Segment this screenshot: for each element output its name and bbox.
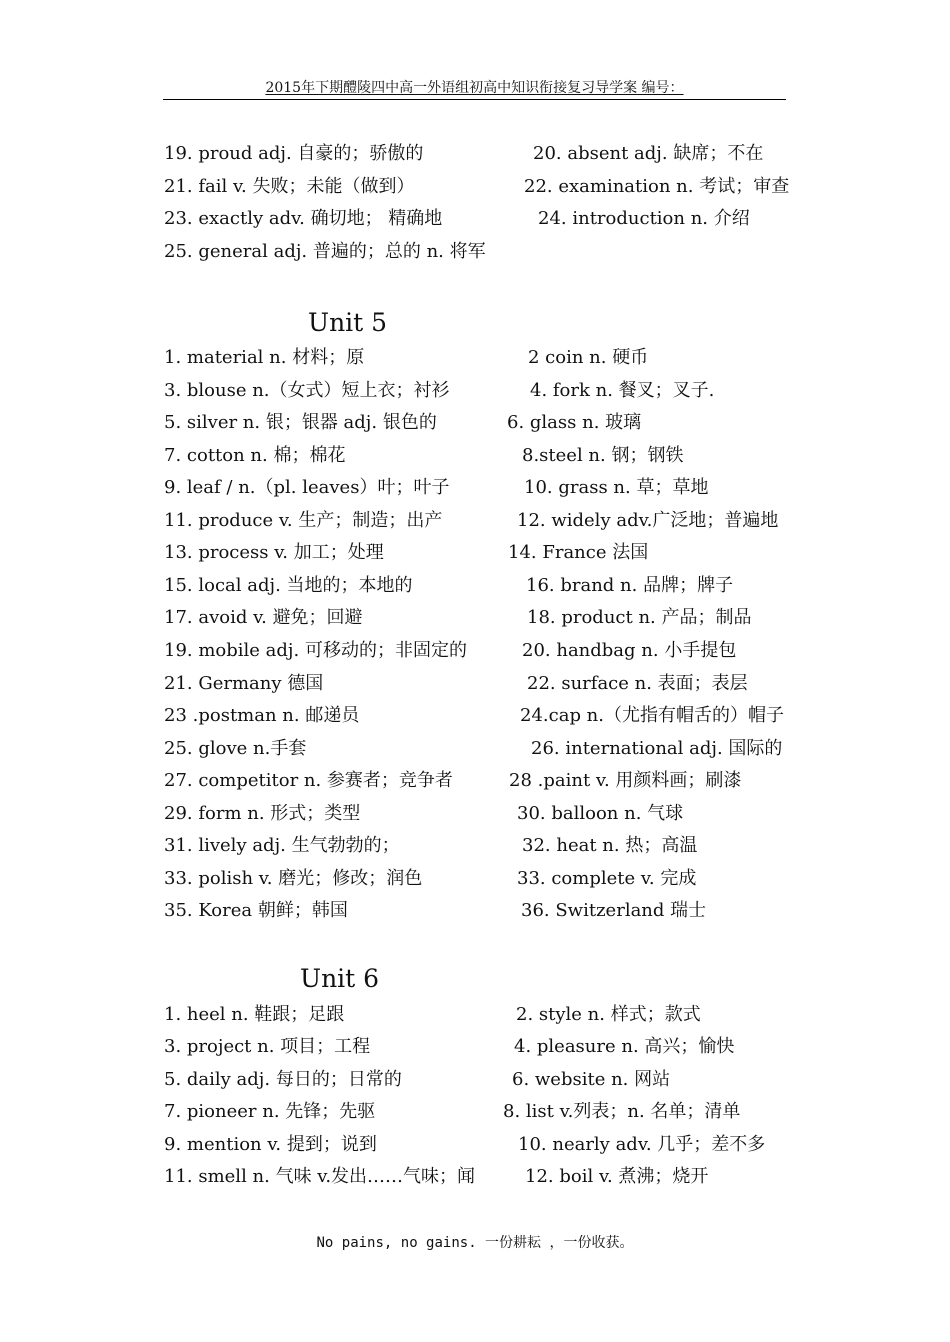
vocab-item-right: 6. glass n. 玻璃 (507, 412, 642, 433)
vocab-item-left: 7. pioneer n. 先锋；先驱 (164, 1101, 376, 1122)
vocab-item-left: 11. smell n. 气味 v.发出……气味；闻 (164, 1166, 476, 1187)
vocab-item-right: 8.steel n. 钢；钢铁 (522, 445, 684, 466)
page-footer-motto: No pains, no gains. 一份耕耘 ，一份收获。 (316, 1235, 634, 1251)
page-header: 2015年下期醴陵四中高一外语组初高中知识衔接复习导学案 编号： (163, 78, 786, 100)
vocab-item-right: 16. brand n. 品牌；牌子 (526, 575, 734, 596)
vocab-item-right: 4. fork n. 餐叉；叉子. (530, 380, 715, 401)
vocab-item-left: 21. fail v. 失败；未能（做到） (164, 176, 415, 197)
unit-title: Unit 5 (308, 308, 388, 337)
vocab-item-left: 15. local adj. 当地的；本地的 (164, 575, 413, 596)
vocab-item-right: 24. introduction n. 介绍 (538, 208, 750, 229)
vocab-item-left: 25. general adj. 普遍的；总的 n. 将军 (164, 241, 486, 262)
vocab-item-left: 25. glove n.手套 (164, 738, 307, 759)
vocab-item-left: 1. heel n. 鞋跟；足跟 (164, 1004, 345, 1025)
vocab-item-left: 5. silver n. 银；银器 adj. 银色的 (164, 412, 437, 433)
vocab-item-right: 20. handbag n. 小手提包 (522, 640, 737, 661)
vocab-item-right: 36. Switzerland 瑞士 (521, 900, 707, 921)
vocab-item-right: 18. product n. 产品；制品 (527, 607, 752, 628)
vocab-item-right: 12. boil v. 煮沸；烧开 (525, 1166, 709, 1187)
vocab-item-right: 6. website n. 网站 (512, 1069, 671, 1090)
vocab-item-right: 4. pleasure n. 高兴；愉快 (514, 1036, 735, 1057)
vocab-item-left: 23. exactly adv. 确切地； 精确地 (164, 208, 443, 229)
vocab-item-left: 11. produce v. 生产；制造；出产 (164, 510, 443, 531)
vocab-item-right: 14. France 法国 (508, 542, 649, 563)
vocab-item-left: 19. proud adj. 自豪的；骄傲的 (164, 143, 424, 164)
vocab-item-left: 31. lively adj. 生气勃勃的； (164, 835, 400, 856)
vocab-item-right: 33. complete v. 完成 (517, 868, 697, 889)
vocab-item-left: 35. Korea 朝鲜；韩国 (164, 900, 348, 921)
vocab-item-right: 24.cap n.（尤指有帽舌的）帽子 (520, 705, 784, 726)
vocab-item-right: 2. style n. 样式；款式 (516, 1004, 701, 1025)
vocab-item-left: 23 .postman n. 邮递员 (164, 705, 360, 726)
vocab-item-left: 5. daily adj. 每日的；日常的 (164, 1069, 402, 1090)
vocab-item-left: 19. mobile adj. 可移动的；非固定的 (164, 640, 467, 661)
vocab-item-right: 10. nearly adv. 几乎；差不多 (518, 1134, 766, 1155)
vocab-item-left: 27. competitor n. 参赛者；竞争者 (164, 770, 453, 791)
vocab-item-right: 26. international adj. 国际的 (531, 738, 783, 759)
vocab-item-right: 10. grass n. 草；草地 (524, 477, 709, 498)
vocab-item-left: 9. leaf / n.（pl. leaves）叶；叶子 (164, 477, 450, 498)
vocab-item-left: 29. form n. 形式；类型 (164, 803, 361, 824)
vocab-item-right: 12. widely adv.广泛地；普遍地 (517, 510, 779, 531)
vocab-item-right: 30. balloon n. 气球 (517, 803, 684, 824)
vocab-item-left: 21. Germany 德国 (164, 673, 324, 694)
vocab-item-left: 33. polish v. 磨光；修改；润色 (164, 868, 423, 889)
vocab-item-left: 13. process v. 加工；处理 (164, 542, 384, 563)
vocab-item-right: 2 coin n. 硬币 (528, 347, 649, 368)
vocab-item-left: 3. project n. 项目；工程 (164, 1036, 371, 1057)
vocab-item-left: 3. blouse n.（女式）短上衣；衬衫 (164, 380, 450, 401)
vocab-item-left: 1. material n. 材料；原 (164, 347, 365, 368)
vocab-item-right: 28 .paint v. 用颜料画；刷漆 (509, 770, 742, 791)
vocab-item-right: 20. absent adj. 缺席；不在 (533, 143, 764, 164)
unit-title: Unit 6 (300, 964, 380, 993)
vocab-item-right: 32. heat n. 热；高温 (522, 835, 698, 856)
vocab-item-left: 9. mention v. 提到；说到 (164, 1134, 377, 1155)
vocab-item-right: 8. list v.列表；n. 名单；清单 (503, 1101, 741, 1122)
vocab-item-right: 22. surface n. 表面；表层 (527, 673, 748, 694)
vocab-item-left: 7. cotton n. 棉；棉花 (164, 445, 346, 466)
vocab-item-left: 17. avoid v. 避免；回避 (164, 607, 363, 628)
vocab-item-right: 22. examination n. 考试；审查 (524, 176, 790, 197)
